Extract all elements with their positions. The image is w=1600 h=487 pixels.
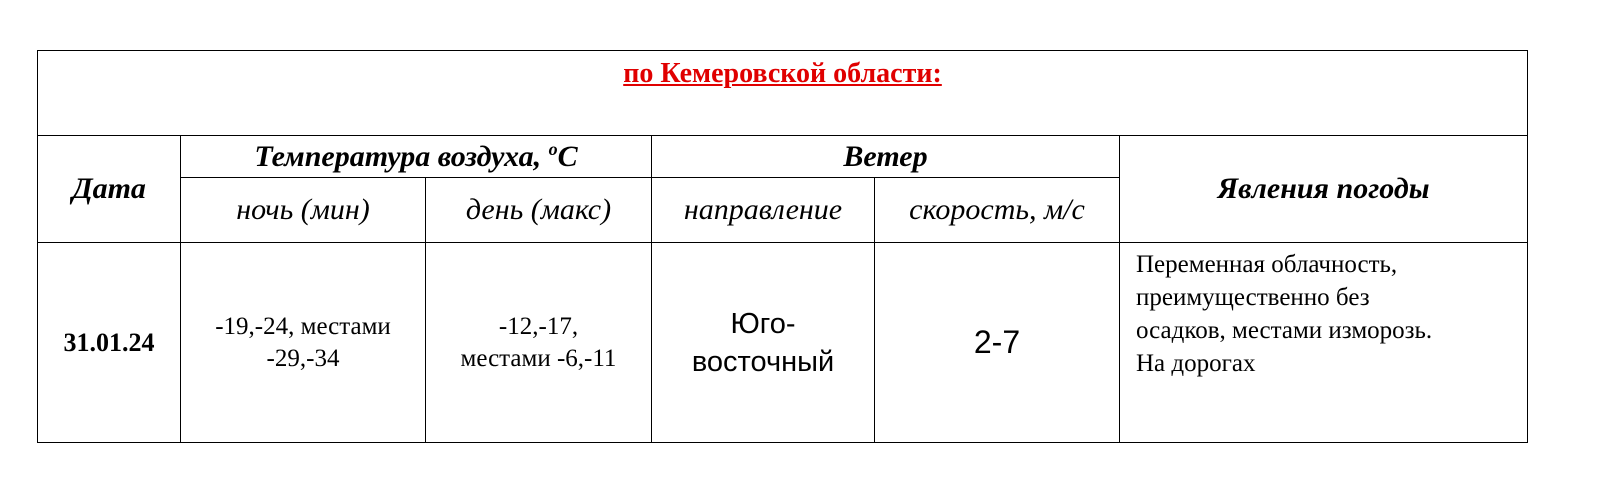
header-phenomena: Явления погоды: [1120, 136, 1528, 243]
header-direction: направление: [652, 178, 875, 243]
header-date: Дата: [38, 136, 181, 243]
header-speed: скорость, м/с: [875, 178, 1120, 243]
header-day: день (макс): [426, 178, 652, 243]
cell-wind-direction: [652, 243, 875, 443]
table-row: [38, 243, 1528, 443]
header-temperature-degree: o: [548, 138, 558, 159]
night-temp-line-1: -19,-24, местами: [215, 312, 391, 340]
day-temp-line-1: -12,-17,: [498, 312, 579, 340]
cell-date: 31.01.24: [38, 243, 181, 443]
phenomena-line-1: Переменная облачность,: [1136, 251, 1398, 278]
wind-direction-line-1: Юго-: [730, 307, 796, 340]
phenomena-line-3: осадков, местами изморозь.: [1136, 317, 1433, 344]
cell-night-temp: [181, 243, 426, 443]
header-temperature-label: Температура воздуха,: [254, 139, 549, 173]
header-night: ночь (мин): [181, 178, 426, 243]
forecast-table: [37, 50, 1528, 443]
phenomena-line-2: преимущественно без: [1136, 284, 1370, 311]
day-temp-line-2: местами -6,-11: [460, 344, 617, 372]
cell-wind-speed: 2-7: [875, 243, 1120, 443]
header-temperature-unit: C: [557, 139, 578, 173]
phenomena-line-4: На дорогах: [1136, 350, 1256, 377]
title-row: [38, 51, 1528, 136]
header-wind: Ветер: [652, 136, 1120, 178]
wind-direction-line-2: восточный: [691, 345, 835, 378]
region-title: по Кемеровской области:: [623, 58, 942, 89]
night-temp-line-2: -29,-34: [266, 344, 340, 372]
cell-day-temp: [426, 243, 652, 443]
cell-phenomena: [1120, 243, 1528, 443]
title-cell: [38, 51, 1528, 136]
header-row-top: [38, 136, 1528, 178]
header-temperature: [181, 136, 652, 178]
